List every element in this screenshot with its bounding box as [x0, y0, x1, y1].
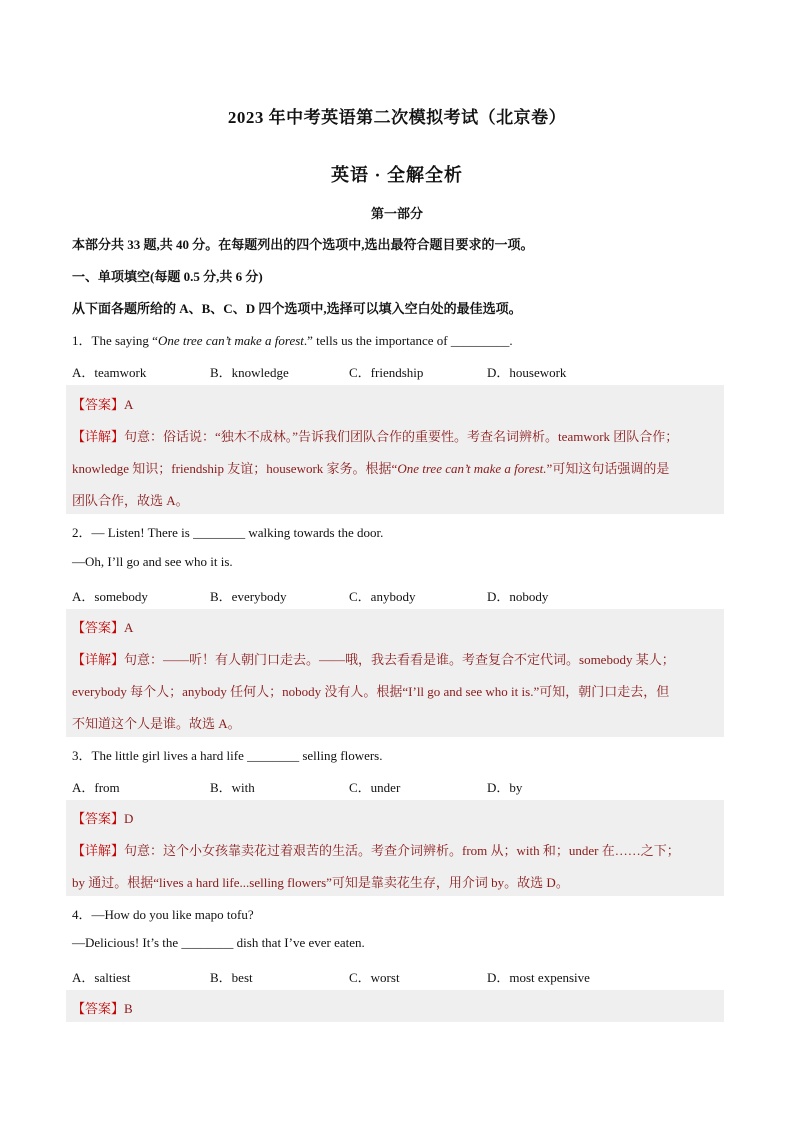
question-1-option-c: C．friendship: [349, 365, 424, 380]
answer-value: B: [124, 1001, 133, 1016]
intro-line: 本部分共 33 题,共 40 分。在每题列出的四个选项中,选出最符合题目要求的一项。: [72, 237, 534, 252]
answer-value: D: [124, 811, 134, 826]
question-1-option-a: A．teamwork: [72, 365, 147, 380]
section-heading: 一、单项填空(每题 0.5 分,共 6 分): [72, 269, 263, 284]
answer-tag: 【答案】: [72, 1001, 125, 1016]
detail-text: 句意：这个小女孩靠卖花过着艰苦的生活。考查介词辨析。from 从；with 和；under 在……之下；: [124, 843, 680, 858]
question-4-stem: 4．—How do you like mapo tofu?: [72, 907, 254, 922]
question-4-stem: —Delicious! It’s the ________ dish that I’ve ever eaten.: [72, 935, 365, 950]
question-1-stem-post: .” tells us the importance of _________.: [303, 333, 513, 348]
question-1-answer: [72, 394, 724, 413]
question-2-detail-line: everybody 每个人；anybody 任何人；nobody 没有人。根据“I’ll go and see who it is.”可知，朝门口走去，但: [72, 684, 670, 699]
detail-text: ”可知这句话强调的是: [546, 461, 670, 476]
question-3-option-a: A．from: [72, 780, 120, 795]
question-4-option-b: B．best: [210, 970, 253, 985]
question-3-option-b: B．with: [210, 780, 255, 795]
answer-tag: 【答案】: [72, 397, 125, 412]
detail-tag: 【详解】: [72, 843, 125, 858]
question-2-detail-line: 不知道这个人是谁。故选 A。: [72, 716, 241, 731]
detail-tag: 【详解】: [72, 652, 125, 667]
question-3-detail-line: [72, 840, 724, 859]
question-2-option-a: A．somebody: [72, 589, 148, 604]
question-4-answer: [72, 998, 724, 1017]
question-1-option-d: D．housework: [487, 365, 567, 380]
question-2-stem: —Oh, I’ll go and see who it is.: [72, 554, 233, 569]
answer-tag: 【答案】: [72, 811, 125, 826]
question-1-stem: [72, 330, 724, 349]
answer-value: A: [124, 397, 134, 412]
page-subtitle: 英语 · 全解全析: [330, 165, 463, 185]
question-3-detail-line: by 通过。根据“lives a hard life...selling flowers”可知是靠卖花生存，用介词 by。故选 D。: [72, 875, 569, 890]
question-4-option-d: D．most expensive: [487, 970, 590, 985]
part-heading: 第一部分: [370, 206, 423, 221]
question-1-detail-line: 团队合作，故选 A。: [72, 493, 189, 508]
question-2-option-d: D．nobody: [487, 589, 549, 604]
answer-tag: 【答案】: [72, 620, 125, 635]
page-title: 2023 年中考英语第二次模拟考试（北京卷）: [227, 108, 567, 127]
question-1-stem-pre: 1．The saying “: [72, 333, 158, 348]
question-4-option-a: A．saltiest: [72, 970, 131, 985]
detail-text: 句意：俗话说：“独木不成林。”告诉我们团队合作的重要性。考查名词辨析。teamwork 团队合作；: [124, 429, 679, 444]
question-1-detail-line: [72, 458, 724, 477]
question-4-option-c: C．worst: [349, 970, 400, 985]
instruction-line: 从下面各题所给的 A、B、C、D 四个选项中,选择可以填入空白处的最佳选项。: [72, 301, 522, 316]
question-1-stem-italic: One tree can’t make a forest: [157, 333, 304, 348]
question-2-option-b: B．everybody: [210, 589, 287, 604]
detail-italic: One tree can’t make a forest.: [397, 461, 547, 476]
answer-value: A: [124, 620, 134, 635]
detail-tag: 【详解】: [72, 429, 125, 444]
detail-text: knowledge 知识；friendship 友谊；housework 家务。根据“: [72, 461, 398, 476]
question-1-detail-line: [72, 426, 724, 445]
question-3-option-c: C．under: [349, 780, 401, 795]
question-2-option-c: C．anybody: [349, 589, 416, 604]
detail-text: 句意：——听！有人朝门口走去。——哦，我去看看是谁。考查复合不定代词。somebody 某人；: [124, 652, 675, 667]
question-3-option-d: D．by: [487, 780, 523, 795]
question-3-stem: 3．The little girl lives a hard life ________ selling flowers.: [72, 748, 383, 763]
question-2-detail-line: [72, 649, 724, 668]
question-2-stem: 2．— Listen! There is ________ walking towards the door.: [72, 525, 384, 540]
question-1-option-b: B．knowledge: [210, 365, 289, 380]
question-2-answer: [72, 617, 724, 636]
question-3-answer: [72, 808, 724, 827]
